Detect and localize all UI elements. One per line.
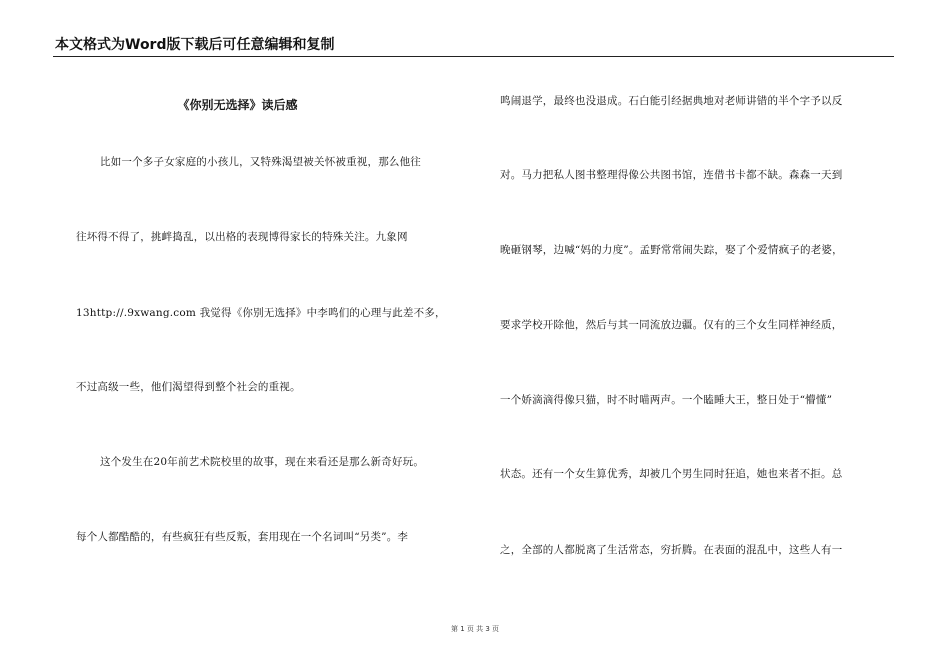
article-title: 《你别无选择》读后感	[177, 98, 298, 112]
text-line: 往坏得不得了，挑衅捣乱，以出格的表现博得家长的特殊关注。九象网	[76, 231, 408, 243]
text-line: 这个发生在20年前艺术院校里的故事，现在来看还是那么新奇好玩。	[100, 456, 425, 468]
page-header: 本文格式为Word版下载后可任意编辑和复制	[55, 37, 335, 53]
header-rule	[53, 56, 894, 57]
text-line: 不过高级一些，他们渴望得到整个社会的重视。	[76, 381, 301, 393]
page-number: 第 1 页 共 3 页	[450, 625, 500, 633]
text-line: 比如一个多子女家庭的小孩儿，又特殊渴望被关怀被重视，那么他往	[100, 156, 421, 168]
text-line: 鸣闹退学，最终也没退成。石白能引经据典地对老师讲错的半个字予以反	[500, 95, 843, 107]
text-line: 每个人都酷酷的，有些疯狂有些反叛，套用现在一个名词叫“另类”。李	[76, 531, 409, 543]
text-line: 13http://.9xwang.com 我觉得《你别无选择》中李鸣们的心理与此差不多，	[76, 307, 446, 319]
text-line: 状态。还有一个女生算优秀，却被几个男生同时狂追，她也来者不拒。总	[500, 468, 843, 480]
text-line: 对。马力把私人图书整理得像公共图书馆，连借书卡都不缺。森森一天到	[500, 169, 843, 181]
text-line: 要求学校开除他，然后与其一同流放边疆。仅有的三个女生同样神经质，	[500, 319, 843, 331]
text-line: 晚砸钢琴，边喊“妈的力度”。孟野常常闹失踪，娶了个爱情疯子的老婆，	[500, 244, 843, 256]
text-line: 之，全部的人都脱离了生活常态，穷折腾。在表面的混乱中，这些人有一	[500, 544, 843, 556]
text-line: 一个娇滴滴得像只猫，时不时喵两声。一个瞌睡大王，整日处于“懵懂”	[500, 394, 833, 406]
